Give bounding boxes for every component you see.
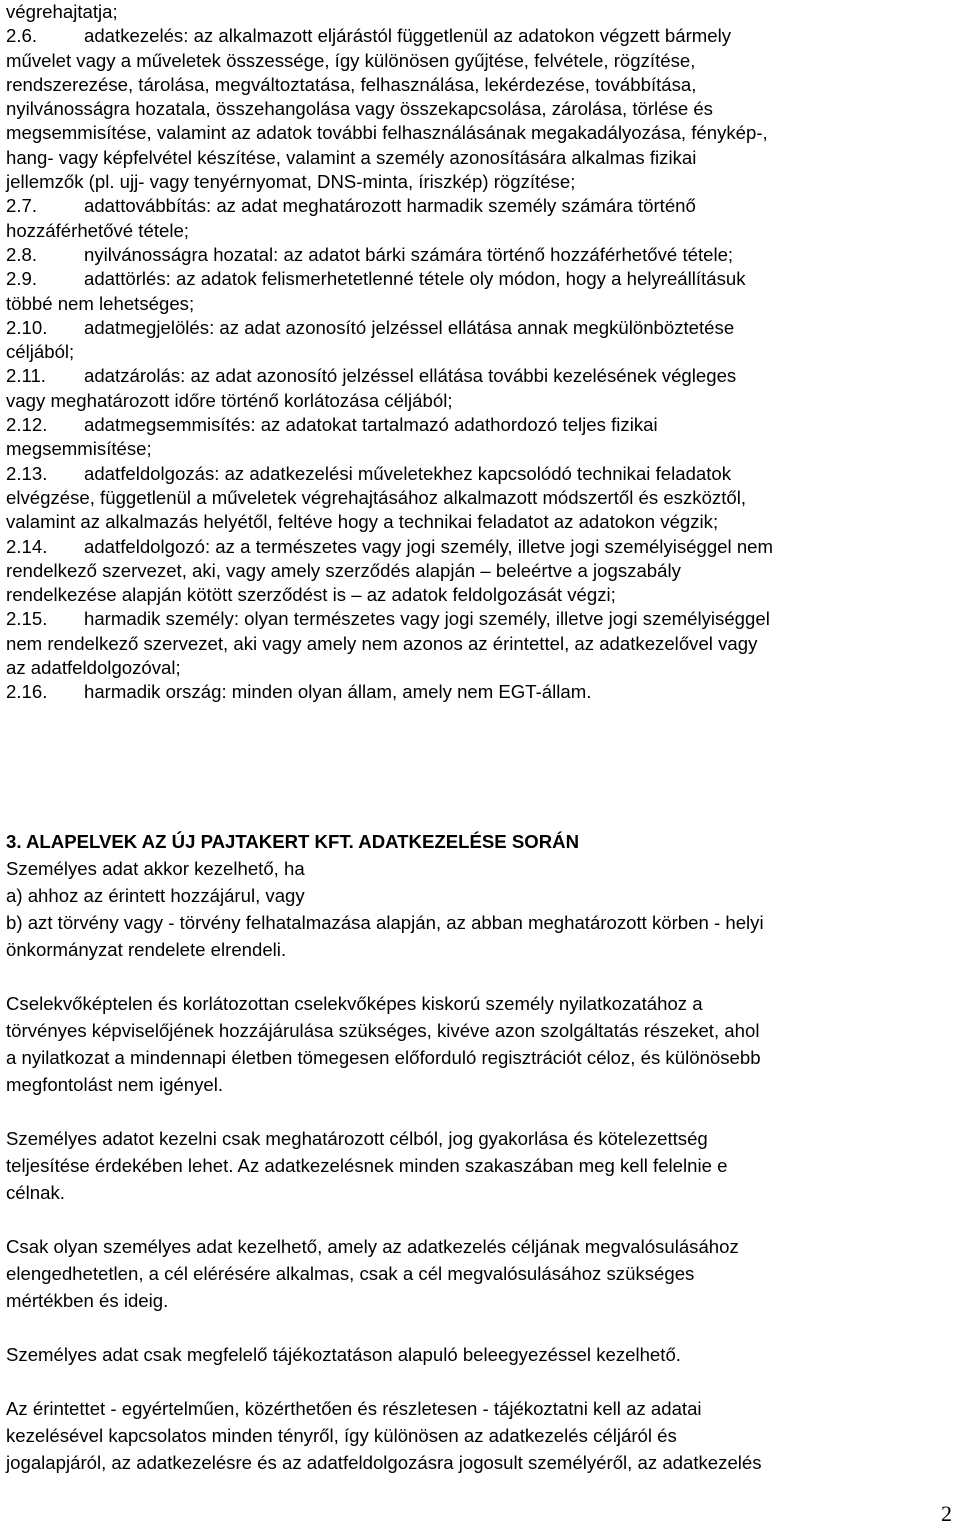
definition-text: adattovábbítás: az adat meghatározott harmadik személy számára történő [84, 195, 696, 217]
definition-text: megsemmisítése; [6, 438, 152, 460]
paragraph-line: teljesítése érdekében lehet. Az adatkezelésnek minden szakaszában meg kell felelnie e [6, 1155, 728, 1176]
definition-text: jellemzők (pl. ujj- vagy tenyérnyomat, DNS-minta, íriszkép) rögzítése; [6, 171, 576, 193]
intro-line: b) azt törvény vagy - törvény felhatalmazása alapján, az abban meghatározott körben - helyi [6, 912, 764, 933]
definition-number: 2.10. [6, 316, 48, 338]
definition-text: többé nem lehetséges; [6, 292, 195, 314]
paragraph [6, 1125, 954, 1206]
definition-line [6, 49, 954, 73]
definition-number: 2.13. [6, 462, 48, 484]
intro-line: Személyes adat akkor kezelhető, ha [6, 858, 305, 879]
paragraph [6, 1341, 954, 1368]
page-number: 2 [941, 1501, 952, 1526]
definition-line [6, 632, 954, 656]
definition-text: rendszerezése, tárolása, megváltoztatása, felhasználása, lekérdezése, továbbítása, [6, 73, 697, 95]
paragraph [6, 990, 954, 1098]
paragraph-line: célnak. [6, 1182, 65, 1203]
definition-line [6, 170, 954, 194]
intro-line: a) ahhoz az érintett hozzájárul, vagy [6, 885, 305, 906]
definition-line [6, 437, 954, 461]
paragraph-line: jogalapjáról, az adatkezelésre és az adatfeldolgozásra jogosult személyéről, az adatkezelés [6, 1452, 762, 1473]
paragraph-line: elengedhetetlen, a cél elérésére alkalmas, csak a cél megvalósulásához szükséges [6, 1263, 695, 1284]
definition-line [6, 559, 954, 583]
lead-line: végrehajtatja; [6, 1, 118, 22]
paragraph [6, 1395, 954, 1476]
definition-text: hang- vagy képfelvétel készítése, valamint a személy azonosítására alkalmas fizikai [6, 146, 697, 168]
definition-item [6, 413, 954, 437]
intro-line: önkormányzat rendelete elrendeli. [6, 939, 287, 960]
definition-text: rendelkező szervezet, aki, vagy amely szerződés alapján – beleértve a jogszabály [6, 559, 681, 581]
section-paragraphs [6, 990, 954, 1476]
paragraph-line: törvényes képviselőjének hozzájárulása szükséges, kivéve azon szolgáltatás részeket, ahol [6, 1020, 760, 1041]
definition-line [6, 73, 954, 97]
definition-text: adatmegjelölés: az adat azonosító jelzéssel ellátása annak megkülönböztetése [84, 316, 735, 338]
definition-line [6, 97, 954, 121]
definition-text: művelet vagy a műveletek összessége, így különösen gyűjtése, felvétele, rögzítése, [6, 49, 696, 71]
paragraph-line: Az érintettet - egyértelműen, közérthetően és részletesen - tájékoztatni kell az adatai [6, 1398, 702, 1419]
definition-line [6, 340, 954, 364]
definition-text: vagy meghatározott időre történő korlátozása céljából; [6, 389, 453, 411]
definition-text: elvégzése, függetlenül a műveletek végrehajtásához alkalmazott módszertől és eszköztől, [6, 486, 747, 508]
definition-text: nyilvánosságra hozatala, összehangolása vagy összekapcsolása, zárolása, törlése és [6, 98, 713, 120]
definition-item [6, 607, 954, 631]
paragraph-line: kezelésével kapcsolatos minden tényről, így különösen az adatkezelés céljáról és [6, 1425, 677, 1446]
definition-text: adatkezelés: az alkalmazott eljárástól függetlenül az adatokon végzett bármely [84, 25, 732, 47]
definition-number: 2.9. [6, 268, 38, 290]
definition-text: adatzárolás: az adat azonosító jelzéssel ellátása további kezelésének végleges [84, 365, 737, 387]
paragraph-line: megfontolást nem igényel. [6, 1074, 224, 1095]
definition-text: adatmegsemmisítés: az adatokat tartalmazó adathordozó teljes fizikai [84, 414, 658, 436]
definition-line [6, 486, 954, 510]
section-heading: 3. ALAPELVEK AZ ÚJ PAJTAKERT KFT. ADATKEZELÉSE SORÁN [6, 831, 579, 852]
definition-number: 2.6. [6, 25, 38, 47]
definition-number: 2.12. [6, 414, 48, 436]
definition-text: adatfeldolgozó: az a természetes vagy jogi személy, illetve jogi személyiséggel nem [84, 535, 773, 557]
paragraph [6, 1233, 954, 1314]
definition-line [6, 389, 954, 413]
paragraph-line: Csak olyan személyes adat kezelhető, amely az adatkezelés céljának megvalósulásához [6, 1236, 739, 1257]
definition-number: 2.11. [6, 365, 46, 387]
definition-text: harmadik ország: minden olyan állam, amely nem EGT-állam. [84, 681, 592, 703]
paragraph-line: Cselekvőképtelen és korlátozottan cselekvőképes kiskorú személy nyilatkozatához a [6, 993, 703, 1014]
definition-item [6, 243, 954, 267]
definition-text: harmadik személy: olyan természetes vagy jogi személy, illetve jogi személyiséggel [84, 608, 770, 630]
definition-item [6, 364, 954, 388]
paragraph-line: Személyes adat csak megfelelő tájékoztatáson alapuló beleegyezéssel kezelhető. [6, 1344, 681, 1365]
principles-section [6, 828, 954, 1476]
definition-item [6, 680, 954, 704]
paragraph-line: a nyilatkozat a mindennapi életben tömegesen előforduló regisztrációt céloz, és különösebb [6, 1047, 761, 1068]
definition-text: adatfeldolgozás: az adatkezelési műveletekhez kapcsolódó technikai feladatok [84, 462, 732, 484]
definitions-block [6, 0, 954, 705]
definition-line [6, 292, 954, 316]
definition-text: rendelkezése alapján kötött szerződést is – az adatok feldolgozását végzi; [6, 584, 616, 606]
definition-text: nem rendelkező szervezet, aki vagy amely nem azonos az érintettel, az adatkezelővel vagy [6, 632, 758, 654]
definition-line [6, 583, 954, 607]
definition-number: 2.14. [6, 535, 48, 557]
definition-line [6, 219, 954, 243]
definition-number: 2.8. [6, 243, 38, 265]
definition-line [6, 656, 954, 680]
definition-text: megsemmisítése, valamint az adatok további felhasználásának megakadályozása, fénykép-, [6, 122, 768, 144]
definition-item [6, 535, 954, 559]
definition-line [6, 121, 954, 145]
definition-item [6, 194, 954, 218]
definition-number: 2.7. [6, 195, 38, 217]
definition-item [6, 267, 954, 291]
definition-text: nyilvánosságra hozatal: az adatot bárki számára történő hozzáférhetővé tétele; [84, 243, 734, 265]
definition-text: valamint az alkalmazás helyétől, feltéve hogy a technikai feladatot az adatokon végzik; [6, 511, 719, 533]
definition-item [6, 24, 954, 48]
paragraph-line: Személyes adatot kezelni csak meghatározott célból, jog gyakorlása és kötelezettség [6, 1128, 708, 1149]
definition-line [6, 510, 954, 534]
definition-text: hozzáférhetővé tétele; [6, 219, 189, 241]
paragraph-line: mértékben és ideig. [6, 1290, 169, 1311]
definition-item [6, 316, 954, 340]
definition-line [6, 146, 954, 170]
definition-text: adattörlés: az adatok felismerhetetlenné tétele oly módon, hogy a helyreállításuk [84, 268, 746, 290]
section-intro [6, 855, 954, 963]
definition-text: az adatfeldolgozóval; [6, 657, 181, 679]
definition-number: 2.16. [6, 681, 48, 703]
definition-item [6, 462, 954, 486]
definition-text: céljából; [6, 341, 75, 363]
definition-number: 2.15. [6, 608, 48, 630]
